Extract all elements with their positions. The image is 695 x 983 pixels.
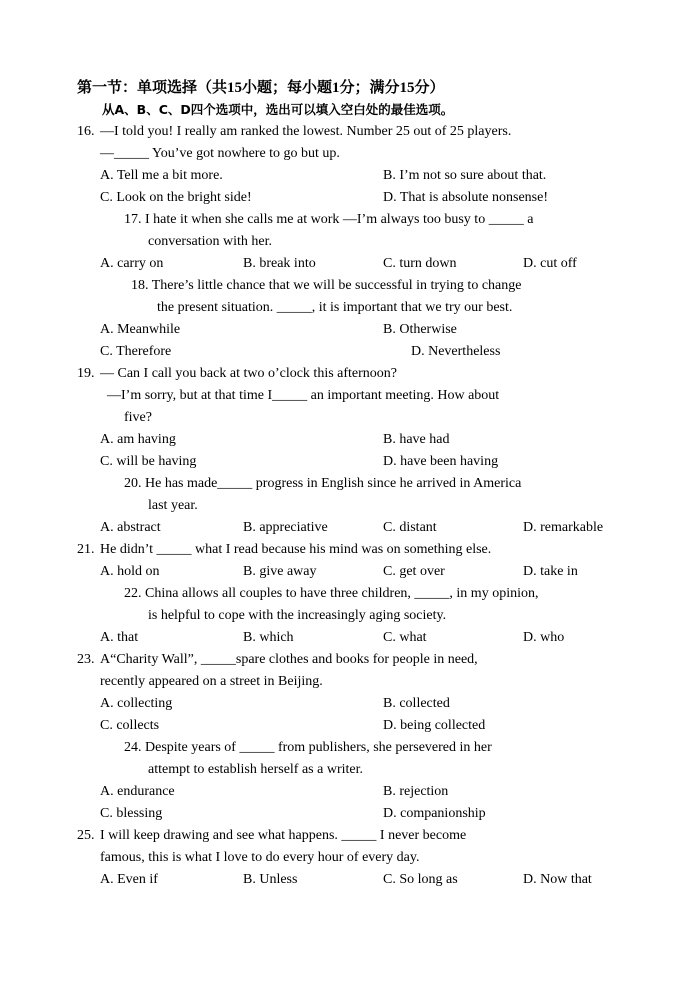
option-b: B. I’m not so sure about that.: [383, 168, 547, 183]
question-stem-line-2: attempt to establish herself as a writer.: [148, 762, 363, 777]
option-b: B. rejection: [383, 784, 449, 799]
option-b: B. collected: [383, 696, 450, 711]
option-c: C. turn down: [383, 256, 457, 271]
section-title: 第一节：单项选择（共15小题；每小题1分；满分15分）: [77, 80, 445, 96]
question-stem-line-2: last year.: [148, 498, 198, 513]
option-b: B. appreciative: [243, 520, 328, 535]
option-d: D. being collected: [383, 718, 486, 733]
question-stem-line-1: A“Charity Wall”, _____spare clothes and books for people in need,: [100, 652, 478, 667]
question-stem-line-1: I will keep drawing and see what happens. _____ I never become: [100, 828, 467, 843]
option-c: C. what: [383, 630, 427, 645]
question-stem-line-2: is helpful to cope with the increasingly aging society.: [148, 608, 447, 623]
question-number: 25.: [77, 828, 95, 843]
question-number: 16.: [77, 124, 95, 139]
option-b: B. Otherwise: [383, 322, 457, 337]
option-a: A. am having: [100, 432, 176, 447]
question-stem-line-1: 17. I hate it when she calls me at work —I’m always too busy to _____ a: [124, 212, 534, 227]
question-stem-line-1: —I told you! I really am ranked the lowest. Number 25 out of 25 players.: [100, 124, 512, 139]
option-a: A. hold on: [100, 564, 160, 579]
option-d: D. who: [523, 630, 565, 645]
option-c: C. distant: [383, 520, 437, 535]
question-number: 21.: [77, 542, 95, 557]
question-stem-line-2: —_____ You’ve got nowhere to go but up.: [100, 146, 340, 161]
section-instruction: 从A、B、C、D四个选项中，选出可以填入空白处的最佳选项。: [102, 102, 454, 117]
option-d: D. cut off: [523, 256, 577, 271]
question-stem-line-2: famous, this is what I love to do every hour of every day.: [100, 850, 420, 865]
option-a: A. Meanwhile: [100, 322, 181, 337]
option-d: D. companionship: [383, 806, 486, 821]
question-stem-line-1: — Can I call you back at two o’clock this afternoon?: [100, 366, 398, 381]
option-d: D. Nevertheless: [411, 344, 501, 359]
question-stem-line-1: He didn’t _____ what I read because his mind was on something else.: [100, 542, 492, 557]
option-d: D. remarkable: [523, 520, 604, 535]
question-stem-line-1: 22. China allows all couples to have three children, _____, in my opinion,: [124, 586, 539, 601]
option-b: B. have had: [383, 432, 450, 447]
option-d: D. Now that: [523, 872, 592, 887]
question-stem-line-2: —I’m sorry, but at that time I_____ an important meeting. How about: [107, 388, 500, 403]
option-a: A. Tell me a bit more.: [100, 168, 223, 183]
option-a: A. endurance: [100, 784, 175, 799]
question-stem-line-1: 24. Despite years of _____ from publishers, she persevered in her: [124, 740, 492, 755]
question-number: 23.: [77, 652, 95, 667]
option-c: C. blessing: [100, 806, 163, 821]
question-stem-line-1: 18. There’s little chance that we will be successful in trying to change: [131, 278, 522, 293]
option-b: B. break into: [243, 256, 316, 271]
option-a: A. abstract: [100, 520, 161, 535]
option-b: B. which: [243, 630, 294, 645]
question-stem-line-2: conversation with her.: [148, 234, 273, 249]
option-c: C. will be having: [100, 454, 197, 469]
option-a: A. Even if: [100, 872, 158, 887]
option-b: B. Unless: [243, 872, 298, 887]
option-c: C. So long as: [383, 872, 458, 887]
question-stem-line-3: five?: [124, 410, 152, 425]
question-stem-line-1: 20. He has made_____ progress in English since he arrived in America: [124, 476, 522, 491]
option-c: C. collects: [100, 718, 160, 733]
option-d: D. have been having: [383, 454, 499, 469]
option-b: B. give away: [243, 564, 317, 579]
option-d: D. take in: [523, 564, 578, 579]
question-stem-line-2: the present situation. _____, it is important that we try our best.: [157, 300, 513, 315]
option-a: A. carry on: [100, 256, 164, 271]
question-number: 19.: [77, 366, 95, 381]
option-a: A. collecting: [100, 696, 173, 711]
option-a: A. that: [100, 630, 139, 645]
option-c: C. Look on the bright side!: [100, 190, 252, 205]
option-c: C. Therefore: [100, 344, 172, 359]
option-c: C. get over: [383, 564, 445, 579]
question-stem-line-2: recently appeared on a street in Beijing.: [100, 674, 323, 689]
option-d: D. That is absolute nonsense!: [383, 190, 548, 205]
